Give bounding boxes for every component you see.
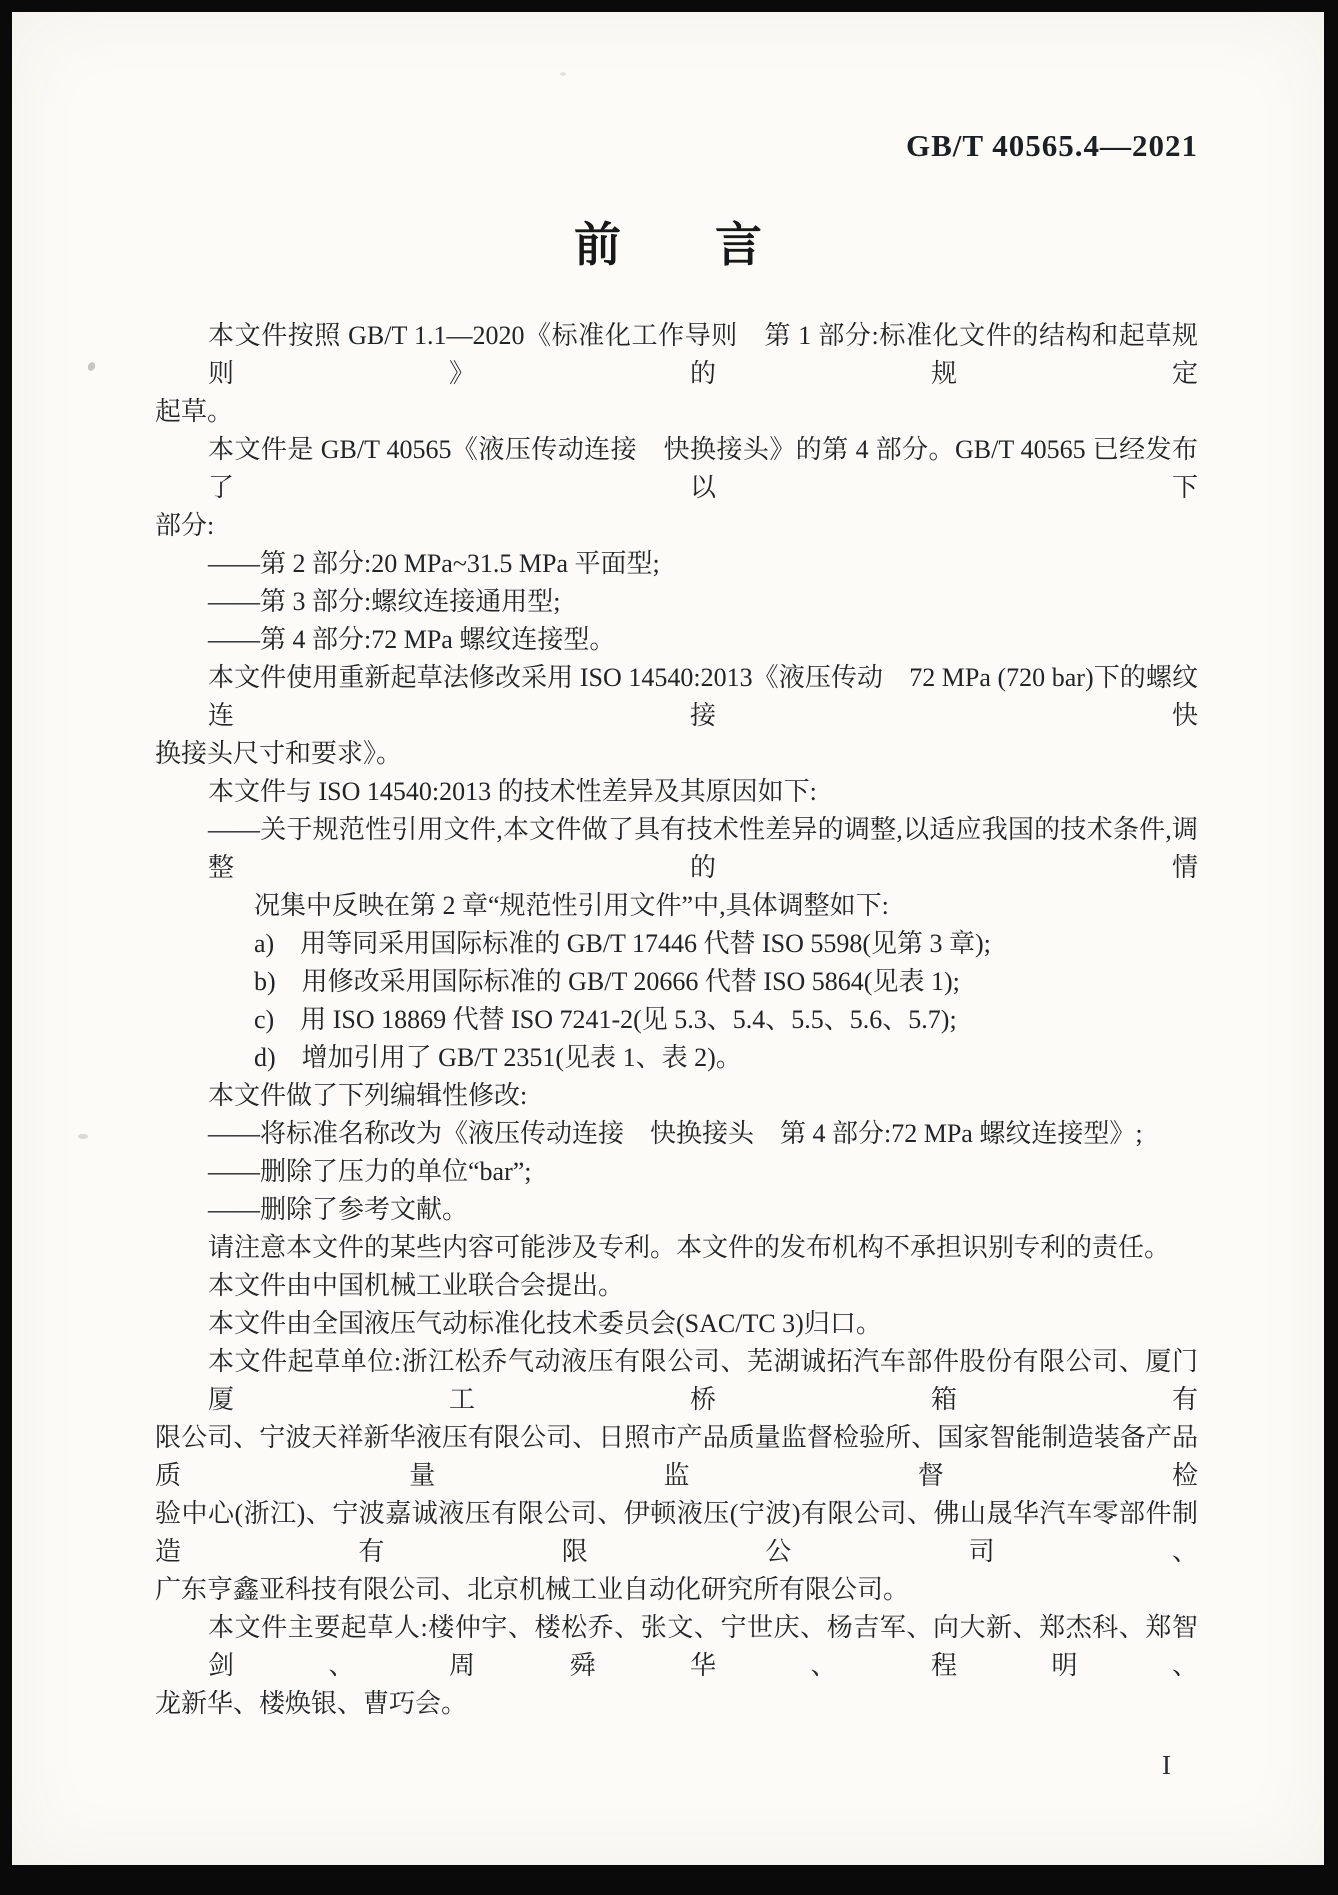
text-line: ——将标准名称改为《液压传动连接 快换接头 第 4 部分:72 MPa 螺纹连接型》; [208, 1119, 1143, 1148]
text-line: 龙新华、楼焕银、曹巧会。 [155, 1689, 468, 1718]
scan-speck [86, 361, 96, 372]
text-line: ——第 2 部分:20 MPa~31.5 MPa 平面型; [208, 549, 660, 578]
scan-speck [560, 72, 566, 76]
document-body [155, 317, 1198, 1723]
text-line: 本文件是 GB/T 40565《液压传动连接 快换接头》的第 4 部分。GB/T 40565 已经发布了以下 [208, 435, 1198, 502]
text-line: ——删除了参考文献。 [208, 1195, 469, 1224]
page-number: I [1162, 1750, 1171, 1780]
text-line: 广东亨鑫亚科技有限公司、北京机械工业自动化研究所有限公司。 [155, 1575, 910, 1604]
scanned-page [12, 12, 1324, 1865]
text-line: 部分: [155, 511, 215, 540]
text-line: 限公司、宁波天祥新华液压有限公司、日照市产品质量监督检验所、国家智能制造装备产品质量监督检 [155, 1423, 1198, 1490]
text-line: 本文件按照 GB/T 1.1—2020《标准化工作导则 第 1 部分:标准化文件的结构和起草规则》的规定 [208, 321, 1198, 388]
text-line: 本文件与 ISO 14540:2013 的技术性差异及其原因如下: [208, 777, 817, 806]
text-line: 本文件由中国机械工业联合会提出。 [208, 1271, 625, 1300]
page-title: 前 言 [574, 218, 762, 271]
text-line: 换接头尺寸和要求》。 [155, 739, 403, 768]
text-line: 请注意本文件的某些内容可能涉及专利。本文件的发布机构不承担识别专利的责任。 [208, 1233, 1171, 1262]
standard-code: GB/T 40565.4—2021 [905, 128, 1198, 163]
text-line: ——第 3 部分:螺纹连接通用型; [208, 587, 561, 616]
text-line: 本文件由全国液压气动标准化技术委员会(SAC/TC 3)归口。 [208, 1309, 882, 1338]
text-line: ——第 4 部分:72 MPa 螺纹连接型。 [208, 625, 616, 654]
text-line: 起草。 [155, 397, 234, 426]
text-line: 本文件起草单位:浙江松乔气动液压有限公司、芜湖诚拓汽车部件股份有限公司、厦门厦工桥箱有 [208, 1347, 1198, 1414]
text-line: a) 用等同采用国际标准的 GB/T 17446 代替 ISO 5598(见第 3 章); [254, 929, 991, 958]
text-line: b) 用修改采用国际标准的 GB/T 20666 代替 ISO 5864(见表 1); [254, 967, 960, 996]
text-line: ——关于规范性引用文件,本文件做了具有技术性差异的调整,以适应我国的技术条件,调整的情 [208, 815, 1198, 882]
text-line: 本文件使用重新起草法修改采用 ISO 14540:2013《液压传动 72 MPa (720 bar)下的螺纹连接快 [208, 663, 1198, 730]
scan-speck [78, 1134, 88, 1139]
text-line: c) 用 ISO 18869 代替 ISO 7241-2(见 5.3、5.4、5.5、5.6、5.7); [254, 1005, 957, 1034]
text-line: 本文件做了下列编辑性修改: [208, 1081, 528, 1110]
text-line: ——删除了压力的单位“bar”; [208, 1157, 532, 1186]
header-row [155, 128, 1198, 164]
text-line: d) 增加引用了 GB/T 2351(见表 1、表 2)。 [254, 1043, 742, 1072]
text-line: 本文件主要起草人:楼仲宇、楼松乔、张文、宁世庆、杨吉军、向大新、郑杰科、郑智剑、周舜华、程明、 [208, 1613, 1198, 1680]
text-line: 验中心(浙江)、宁波嘉诚液压有限公司、伊顿液压(宁波)有限公司、佛山晟华汽车零部件制造有限公司、 [155, 1499, 1198, 1566]
text-line: 况集中反映在第 2 章“规范性引用文件”中,具体调整如下: [254, 891, 889, 920]
